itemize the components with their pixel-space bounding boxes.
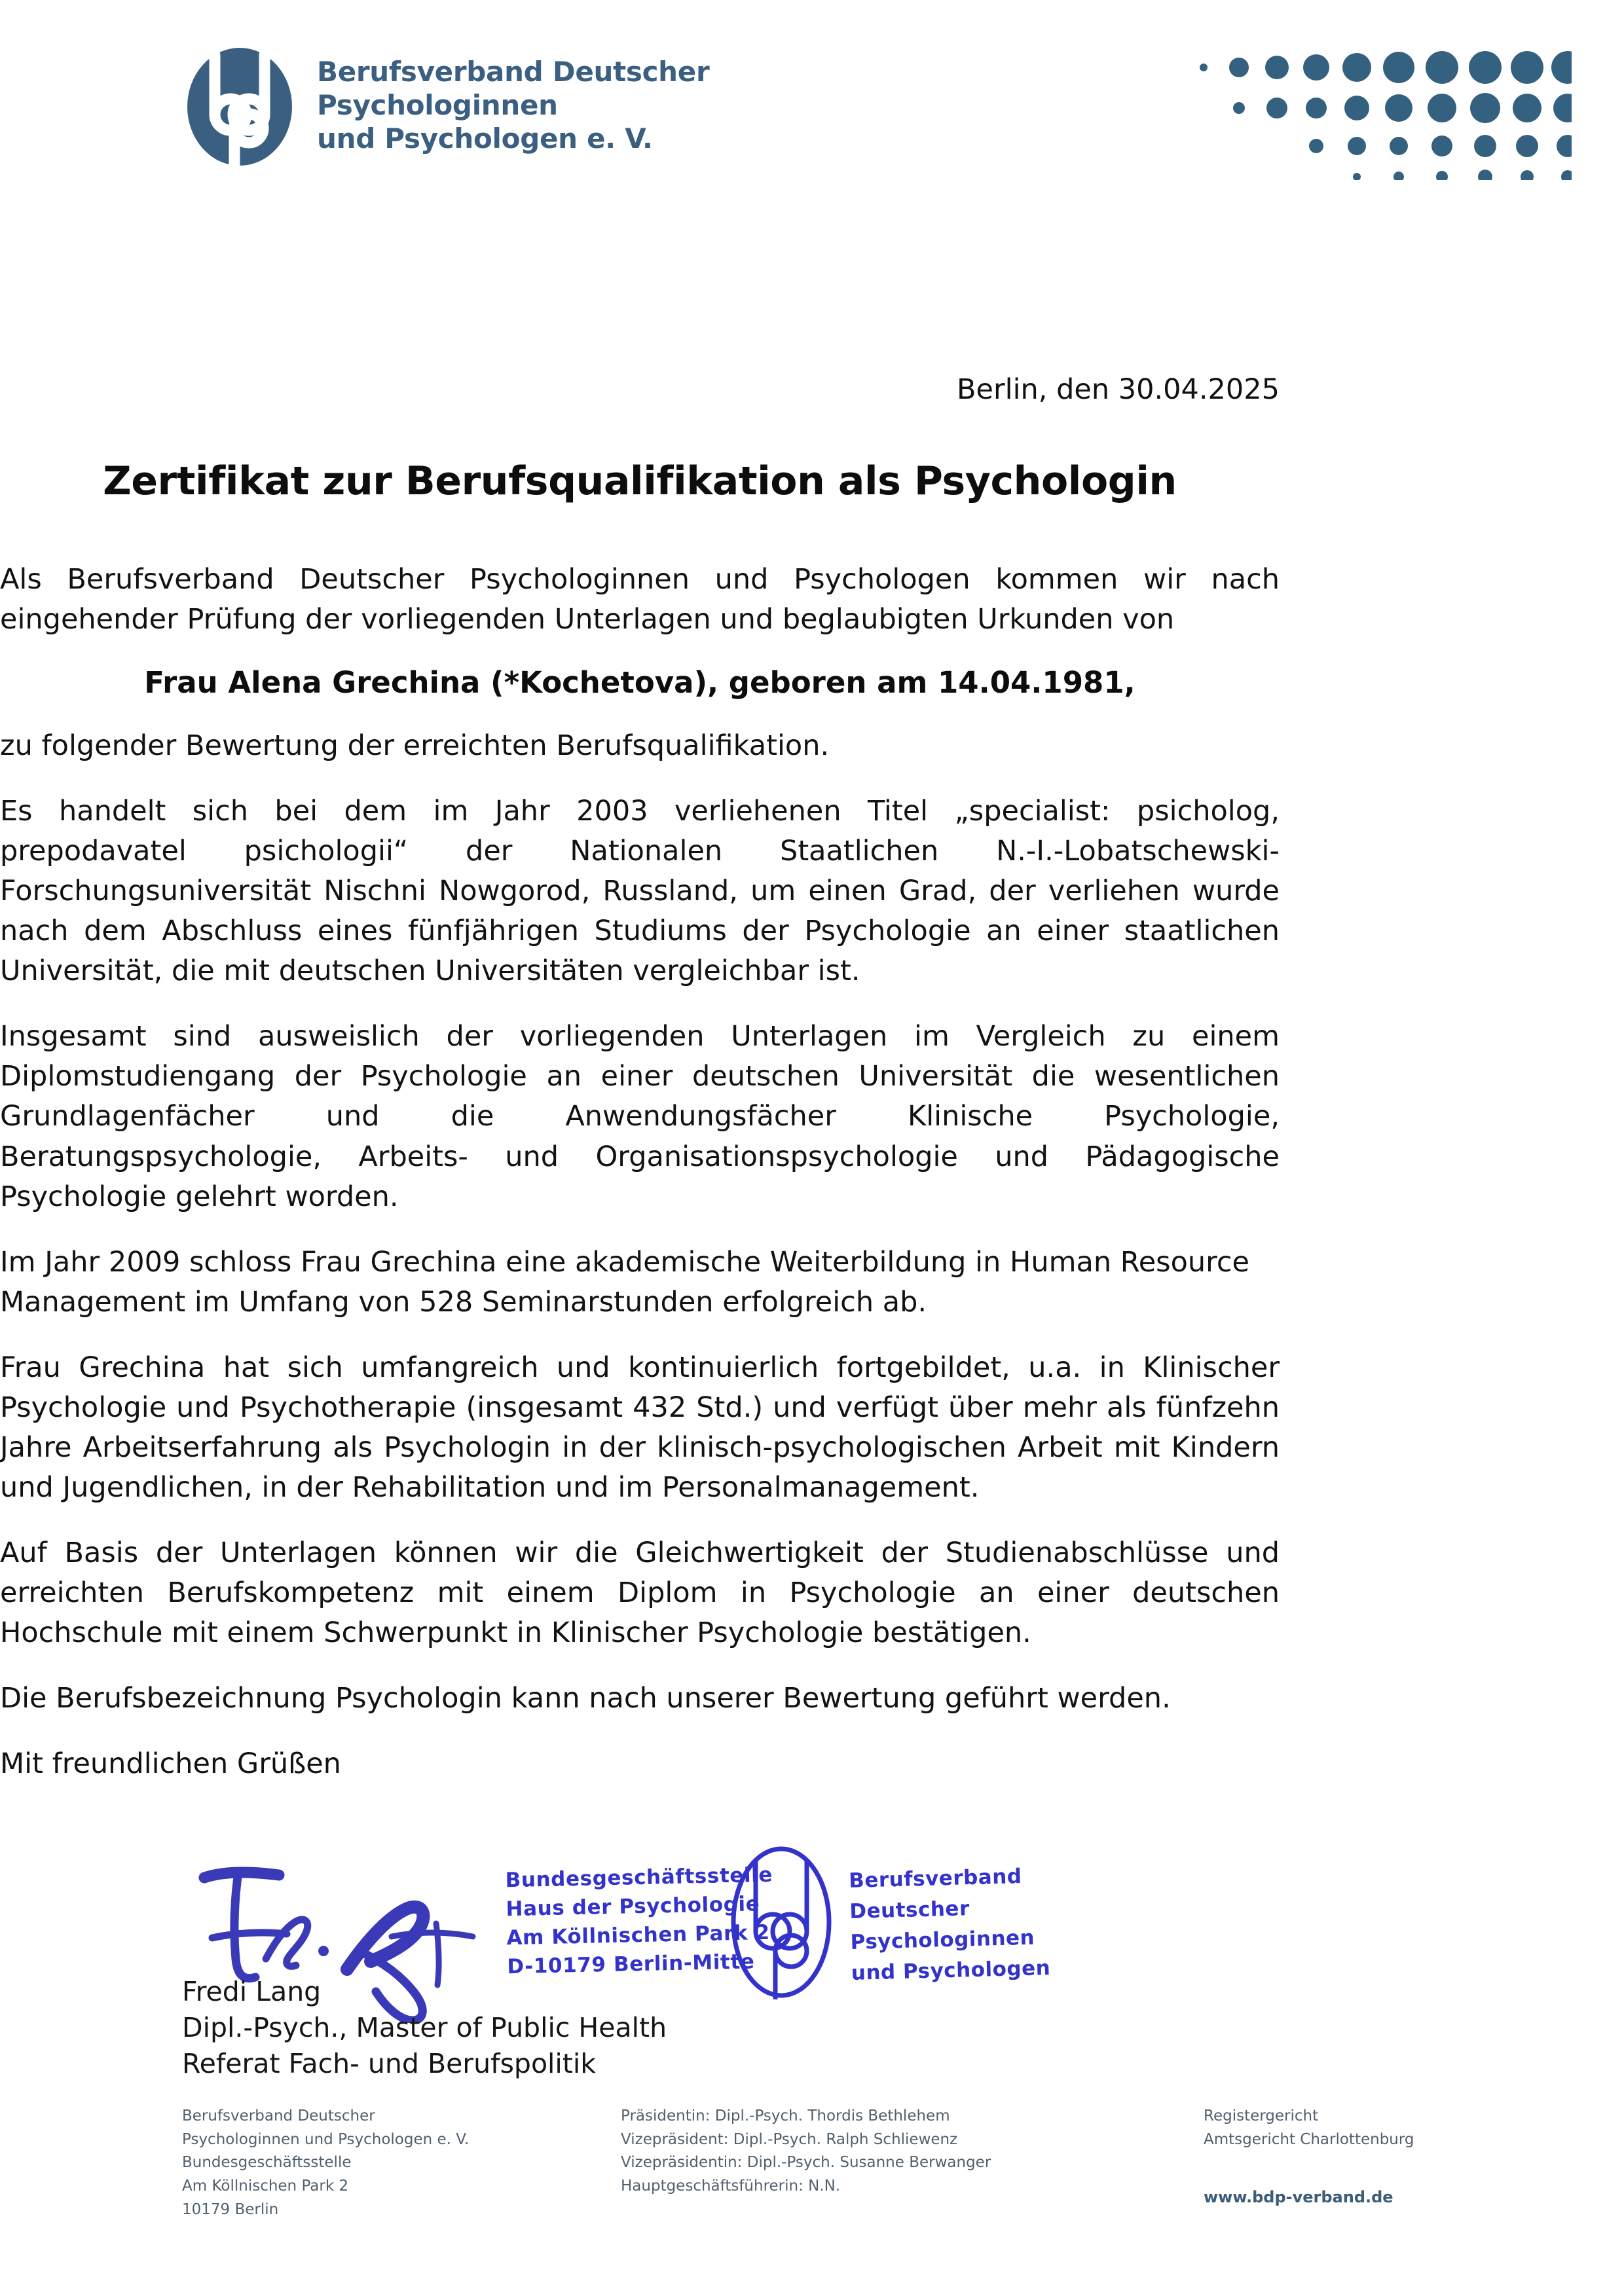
footer-board-line-4: Hauptgeschäftsführerin: N.N. [621,2177,841,2195]
footer-column-register [1204,2105,1466,2221]
page-title: Zertifikat zur Berufsqualifikation als Psychologin [103,458,1177,504]
stamp-line-4: D-10179 Berlin-Mitte [507,1950,755,1979]
paragraph-5: Auf Basis der Unterlagen können wir die Gleichwertigkeit der Studienabschlüsse und erreichten Berufskompetenz mit einem Diplom in Psychologie an einer deutschen Hochschule mit einem Schwerpunkt in Klinischer Psychologie bestätigen. [0,1536,1280,1649]
letter-body [0,560,1280,1784]
footer-address-line-4: Am Köllnischen Park 2 [182,2177,349,2195]
stamp-org-line-4: und Psychologen [851,1956,1051,1986]
paragraph-6: Die Berufsbezeichnung Psychologin kann nach unserer Bewertung geführt werden. [0,1682,1171,1715]
stamp-line-2: Haus der Psychologie [506,1892,760,1922]
signer-department: Referat Fach- und Berufspolitik [182,2047,597,2079]
paragraph-1: Es handelt sich bei dem im Jahr 2003 verliehenen Titel „specialist: psicholog, prepodavatel psichologii“ der Nationalen Staatlichen N.-I.-Lobatschewski-Forschungsuniversität Nischni Nowgorod, Russland, um einen Grad, der verliehen wurde nach dem Abschluss eines fünfjährigen Studiums der Psychologie an einer staatlichen Universität, die mit deutschen Universitäten vergleichbar ist. [0,795,1280,988]
lead-paragraph: zu folgender Bewertung der erreichten Berufsqualifikation. [0,729,830,763]
signer-block [182,1974,1099,2082]
page-footer [182,2105,1466,2221]
letter-date: Berlin, den 30.04.2025 [957,373,1280,406]
subject-name: Frau Alena Grechina (*Kochetova), geboren am 14.04.1981, [144,665,1135,701]
stamp-line-3: Am Köllnischen Park 2 [506,1920,771,1950]
paragraph-3: Im Jahr 2009 schloss Frau Grechina eine akademische Weiterbildung in Human Resource Management im Umfang von 528 Seminarstunden erfolgreich ab. [0,1245,1249,1319]
footer-website-link[interactable]: www.bdp-verband.de [1204,2188,1393,2207]
footer-address-line-5: 10179 Berlin [182,2200,279,2218]
intro-paragraph: Als Berufsverband Deutscher Psychologinnen und Psychologen kommen wir nach eingehender Prüfung der vorliegenden Unterlagen und beglaubigten Urkunden von [0,563,1280,636]
footer-register-line-1: Registergericht [1204,2107,1319,2124]
closing-line: Mit freundlichen Grüßen [0,1747,341,1781]
footer-column-board [621,2105,1204,2221]
page-header [0,0,1624,216]
footer-board-line-2: Vizepräsident: Dipl.-Psych. Ralph Schliewenz [621,2130,958,2148]
footer-column-address [182,2105,621,2221]
organization-name [317,46,709,156]
stamp-org-line-2: Deutscher [849,1897,970,1924]
org-line-2: Psychologinnen [317,89,558,122]
footer-address-line-3: Bundesgeschäftsstelle [182,2154,352,2172]
footer-address-line-1: Berufsverband Deutscher [182,2107,375,2124]
org-line-1: Berufsverband Deutscher [317,56,710,88]
stamp-org-line-1: Berufsverband [848,1865,1022,1893]
paragraph-4: Frau Grechina hat sich umfangreich und kontinuierlich fortgebildet, u.a. in Klinischer Psychologie und Psychotherapie (insgesamt 432 Std.) und verfügt über mehr als fünfzehn Jahre Arbeitserfahrung als Psychologin in der klinisch-psychologischen Arbeit mit Kindern und Jugendlichen, in der Rehabilitation und im Personalmanagement. [0,1351,1280,1504]
signer-credentials: Dipl.-Psych., Master of Public Health [182,2011,667,2043]
footer-board-line-1: Präsidentin: Dipl.-Psych. Thordis Bethlehem [621,2107,950,2124]
footer-address-line-2: Psychologinnen und Psychologen e. V. [182,2130,470,2148]
stamp-org-line-3: Psychologinnen [850,1925,1035,1955]
stamp-line-1: Bundesgeschäftsstelle [505,1863,773,1893]
org-line-3: und Psychologen e. V. [317,122,653,155]
decorative-dot-grid-icon [1179,36,1572,180]
paragraph-2: Insgesamt sind ausweislich der vorliegenden Unterlagen im Vergleich zu einem Diplomstudiengang der Psychologie an einer deutschen Universität die wesentlichen Grundlagenfächer und die Anwendungsfächer Klinische Psychologie, Beratungspsychologie, Arbeits- und Organisationspsychologie und Pädagogische Psychologie gelehrt worden. [0,1020,1280,1213]
bdp-logo-icon [182,46,297,168]
stamp-org-lines [849,1861,1051,1989]
signer-name: Fredi Lang [182,1976,322,2007]
footer-register-line-2: Amtsgericht Charlottenburg [1204,2130,1414,2148]
organization-logo-block [182,46,709,168]
footer-board-line-3: Vizepräsidentin: Dipl.-Psych. Susanne Berwanger [621,2154,991,2172]
